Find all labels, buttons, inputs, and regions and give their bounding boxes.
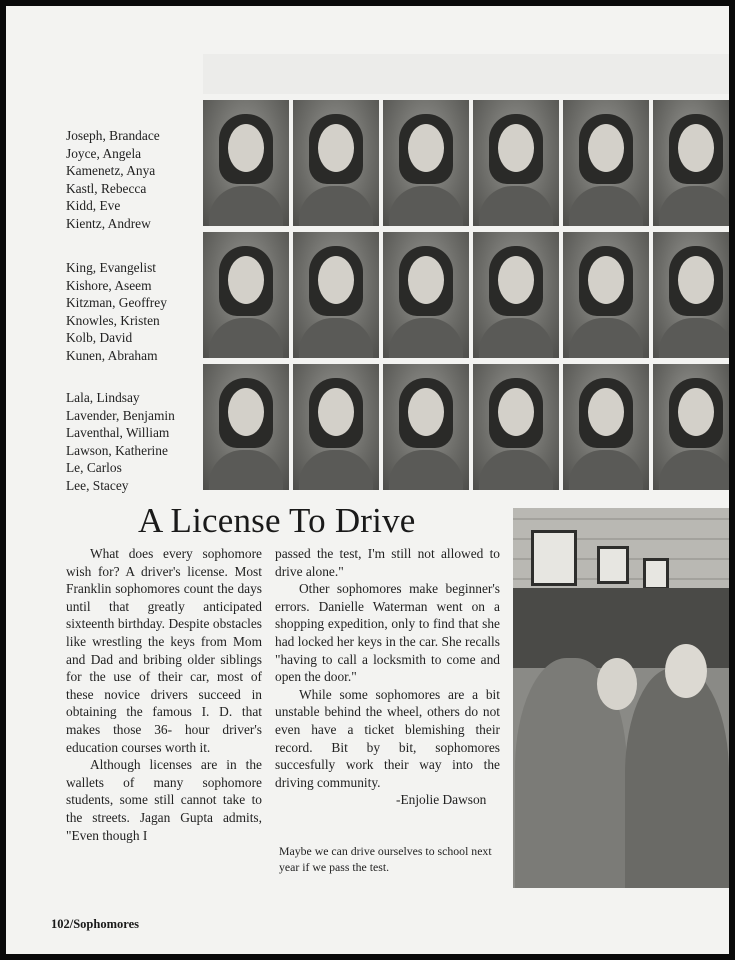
portrait-body bbox=[299, 186, 373, 226]
student-portrait bbox=[293, 100, 379, 226]
photo-face-left bbox=[597, 658, 637, 710]
roster-name: Joseph, Brandace bbox=[66, 128, 160, 143]
portrait-face bbox=[678, 124, 714, 172]
portrait-body bbox=[299, 318, 373, 358]
roster-name: Kishore, Aseem bbox=[66, 277, 152, 293]
portrait-body bbox=[389, 318, 463, 358]
article-column-2 bbox=[275, 545, 500, 791]
portrait-face bbox=[588, 388, 624, 436]
portrait-body bbox=[569, 450, 643, 490]
roster-name: Lee, Stacey bbox=[66, 477, 129, 493]
student-portrait bbox=[563, 364, 649, 490]
portrait-face bbox=[408, 388, 444, 436]
roster-name: Kientz, Andrew bbox=[66, 215, 151, 231]
portrait-body bbox=[389, 186, 463, 226]
roster-name: Kamenetz, Anya bbox=[66, 163, 156, 179]
portrait-face bbox=[678, 388, 714, 436]
student-portrait bbox=[653, 232, 729, 358]
roster-name: Knowles, Kristen bbox=[66, 312, 160, 328]
portrait-body bbox=[659, 318, 729, 358]
student-portrait bbox=[473, 364, 559, 490]
article-column-1 bbox=[66, 545, 262, 844]
yearbook-page bbox=[6, 6, 729, 954]
student-portrait bbox=[203, 364, 289, 490]
roster-name: Lawson, Katherine bbox=[66, 442, 168, 458]
article-byline: -Enjolie Dawson bbox=[396, 792, 487, 807]
student-portrait bbox=[473, 100, 559, 226]
portrait-body bbox=[209, 186, 283, 226]
article-paragraph: Other sophomores make beginner's errors. Danielle Waterman went on a shopping expedition, only to find that she had locked her keys in the car. She recalls "having to call a locksmith to come and open the door." bbox=[275, 581, 500, 685]
student-portrait bbox=[383, 232, 469, 358]
student-portrait bbox=[293, 232, 379, 358]
portrait-body bbox=[659, 450, 729, 490]
portrait-body bbox=[209, 450, 283, 490]
student-portrait bbox=[563, 100, 649, 226]
portrait-body bbox=[299, 450, 373, 490]
portrait-body bbox=[479, 318, 553, 358]
roster-group-2 bbox=[66, 259, 206, 365]
portrait-face bbox=[498, 388, 534, 436]
article-paragraph: While some sophomores are a bit unstable behind the wheel, others do not even have a ticket blemishing their record. Bit by bit, sophomores succesfully work their way into the driving community. bbox=[275, 686, 500, 790]
portrait-face bbox=[588, 256, 624, 304]
photo-band bbox=[203, 54, 729, 94]
roster-name: Kunen, Abraham bbox=[66, 347, 158, 363]
photo-face-right bbox=[665, 644, 707, 698]
feature-photo bbox=[513, 508, 729, 888]
roster-name: King, Evangelist bbox=[66, 260, 157, 275]
article-paragraph: What does every sophomore wish for? A driver's license. Most Franklin sophomores count the days until that greatly anticipated sixteenth birthday. Despite obstacles like wrestling the keys from Mom and Dad and bribing older siblings for the use of their car, most of these novice drivers succeed in obtaining the famous I. D. that makes those 36- hour driver's education courses worth it. bbox=[66, 546, 262, 755]
roster-name: Joyce, Angela bbox=[66, 145, 142, 161]
roster-group-1 bbox=[66, 127, 206, 233]
student-portrait bbox=[203, 100, 289, 226]
article-paragraph: Although licenses are in the wallets of many sophomore students, some still cannot take to the streets. Jagan Gupta admits, "Even though I bbox=[66, 757, 262, 843]
portrait-body bbox=[389, 450, 463, 490]
portrait-face bbox=[408, 256, 444, 304]
portrait-face bbox=[228, 124, 264, 172]
roster-name: Kitzman, Geoffrey bbox=[66, 295, 167, 311]
photo-wall-frame bbox=[643, 558, 669, 590]
portrait-body bbox=[659, 186, 729, 226]
student-portrait bbox=[203, 232, 289, 358]
student-portrait bbox=[563, 232, 649, 358]
portrait-body bbox=[569, 186, 643, 226]
portrait-face bbox=[678, 256, 714, 304]
roster-name: Lala, Lindsay bbox=[66, 390, 140, 405]
roster-group-3 bbox=[66, 389, 206, 495]
portrait-body bbox=[209, 318, 283, 358]
portrait-body bbox=[479, 450, 553, 490]
student-portrait bbox=[293, 364, 379, 490]
portrait-face bbox=[318, 124, 354, 172]
portrait-face bbox=[408, 124, 444, 172]
roster-name: Kidd, Eve bbox=[66, 198, 121, 214]
page-folio: 102/Sophomores bbox=[51, 917, 139, 931]
portrait-face bbox=[318, 388, 354, 436]
portrait-face bbox=[498, 124, 534, 172]
portrait-face bbox=[228, 388, 264, 436]
portrait-face bbox=[228, 256, 264, 304]
portrait-face bbox=[318, 256, 354, 304]
portrait-face bbox=[498, 256, 534, 304]
photo-wall-frame bbox=[531, 530, 577, 586]
roster-name: Kolb, David bbox=[66, 330, 133, 346]
student-portrait bbox=[383, 364, 469, 490]
article-headline: A License To Drive bbox=[138, 501, 416, 540]
roster-name: Kastl, Rebecca bbox=[66, 180, 147, 196]
photo-student-right bbox=[625, 668, 729, 888]
student-portrait bbox=[473, 232, 559, 358]
photo-caption: Maybe we can drive ourselves to school next year if we pass the test. bbox=[279, 844, 492, 874]
article-paragraph: passed the test, I'm still not allowed to drive alone." bbox=[275, 546, 500, 579]
portrait-body bbox=[479, 186, 553, 226]
student-portrait bbox=[383, 100, 469, 226]
photo-wall-frame bbox=[597, 546, 629, 584]
student-portrait bbox=[653, 100, 729, 226]
student-portrait bbox=[653, 364, 729, 490]
roster-name: Lavender, Benjamin bbox=[66, 407, 175, 423]
roster-name: Le, Carlos bbox=[66, 460, 122, 476]
roster-name: Laventhal, William bbox=[66, 425, 170, 441]
portrait-body bbox=[569, 318, 643, 358]
portrait-face bbox=[588, 124, 624, 172]
